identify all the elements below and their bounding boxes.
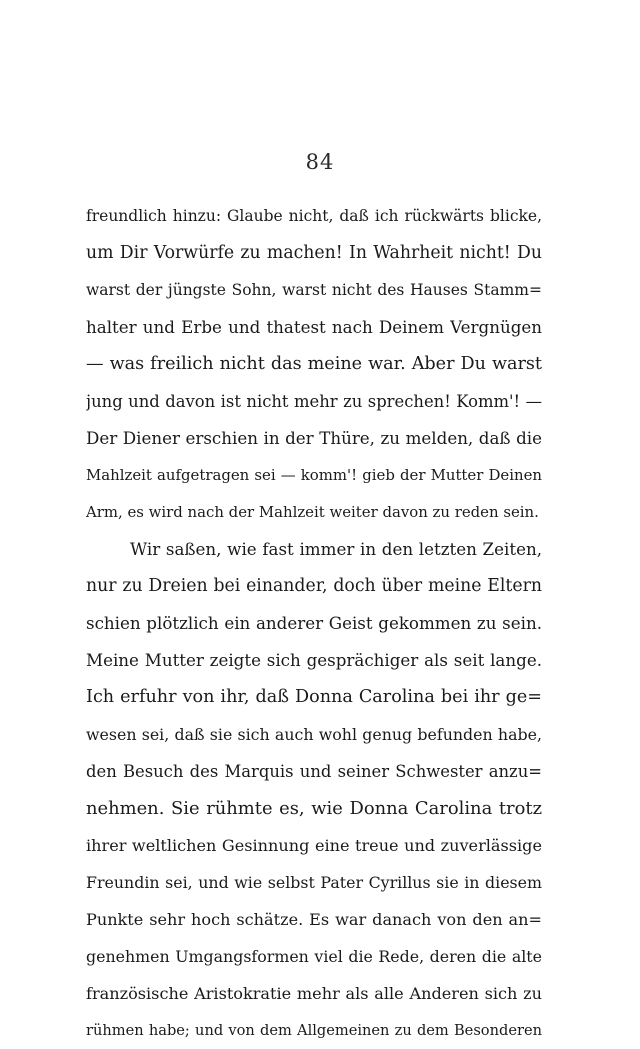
- text-line: Wir saßen, wie fast immer in den letzten Zeiten,: [130, 539, 542, 559]
- text-line: wesen sei, daß sie sich auch wohl genug befunden habe,: [86, 725, 542, 744]
- text-line: warst der jüngste Sohn, warst nicht des Hauses Stamm=: [86, 281, 542, 299]
- text-line: jung und davon ist nicht mehr zu sprechen! Komm'! —: [86, 392, 542, 411]
- text-line: den Besuch des Marquis und seiner Schwester anzu=: [86, 762, 542, 781]
- text-line: französische Aristokratie mehr als alle Anderen sich zu: [86, 984, 542, 1003]
- text-line: rühmen habe; und von dem Allgemeinen zu dem Besonderen: [86, 1022, 542, 1039]
- text-line: — was freilich nicht das meine war. Aber Du warst: [86, 354, 542, 374]
- text-line: um Dir Vorwürfe zu machen! In Wahrheit nicht! Du: [86, 243, 542, 263]
- text-line: freundlich hinzu: Glaube nicht, daß ich rückwärts blicke,: [86, 207, 542, 225]
- text-line: Meine Mutter zeigte sich gesprächiger als seit lange.: [86, 650, 542, 670]
- text-line: Mahlzeit aufgetragen sei — komm'! gieb der Mutter Deinen: [86, 466, 542, 484]
- text-line: nehmen. Sie rühmte es, wie Donna Carolina trotz: [86, 798, 542, 819]
- text-line: Punkte sehr hoch schätze. Es war danach von den an=: [86, 910, 542, 929]
- text-line: genehmen Umgangsformen viel die Rede, deren die alte: [86, 947, 542, 966]
- text-line: halter und Erbe und thatest nach Deinem Vergnügen: [86, 317, 542, 337]
- text-line: Der Diener erschien in der Thüre, zu melden, daß die: [86, 428, 542, 448]
- text-line: Freundin sei, und wie selbst Pater Cyrillus sie in diesem: [86, 873, 542, 892]
- page-number: 84: [305, 150, 335, 174]
- body-text: [86, 198, 542, 1049]
- text-line: nur zu Dreien bei einander, doch über meine Eltern: [86, 576, 542, 596]
- text-line: Ich erfuhr von ihr, daß Donna Carolina bei ihr ge=: [86, 687, 542, 707]
- text-line: ihrer weltlichen Gesinnung eine treue und zuverlässige: [86, 836, 542, 855]
- text-line: Arm, es wird nach der Mahlzeit weiter davon zu reden sein.: [86, 503, 539, 521]
- text-line: schien plötzlich ein anderer Geist gekommen zu sein.: [86, 613, 542, 633]
